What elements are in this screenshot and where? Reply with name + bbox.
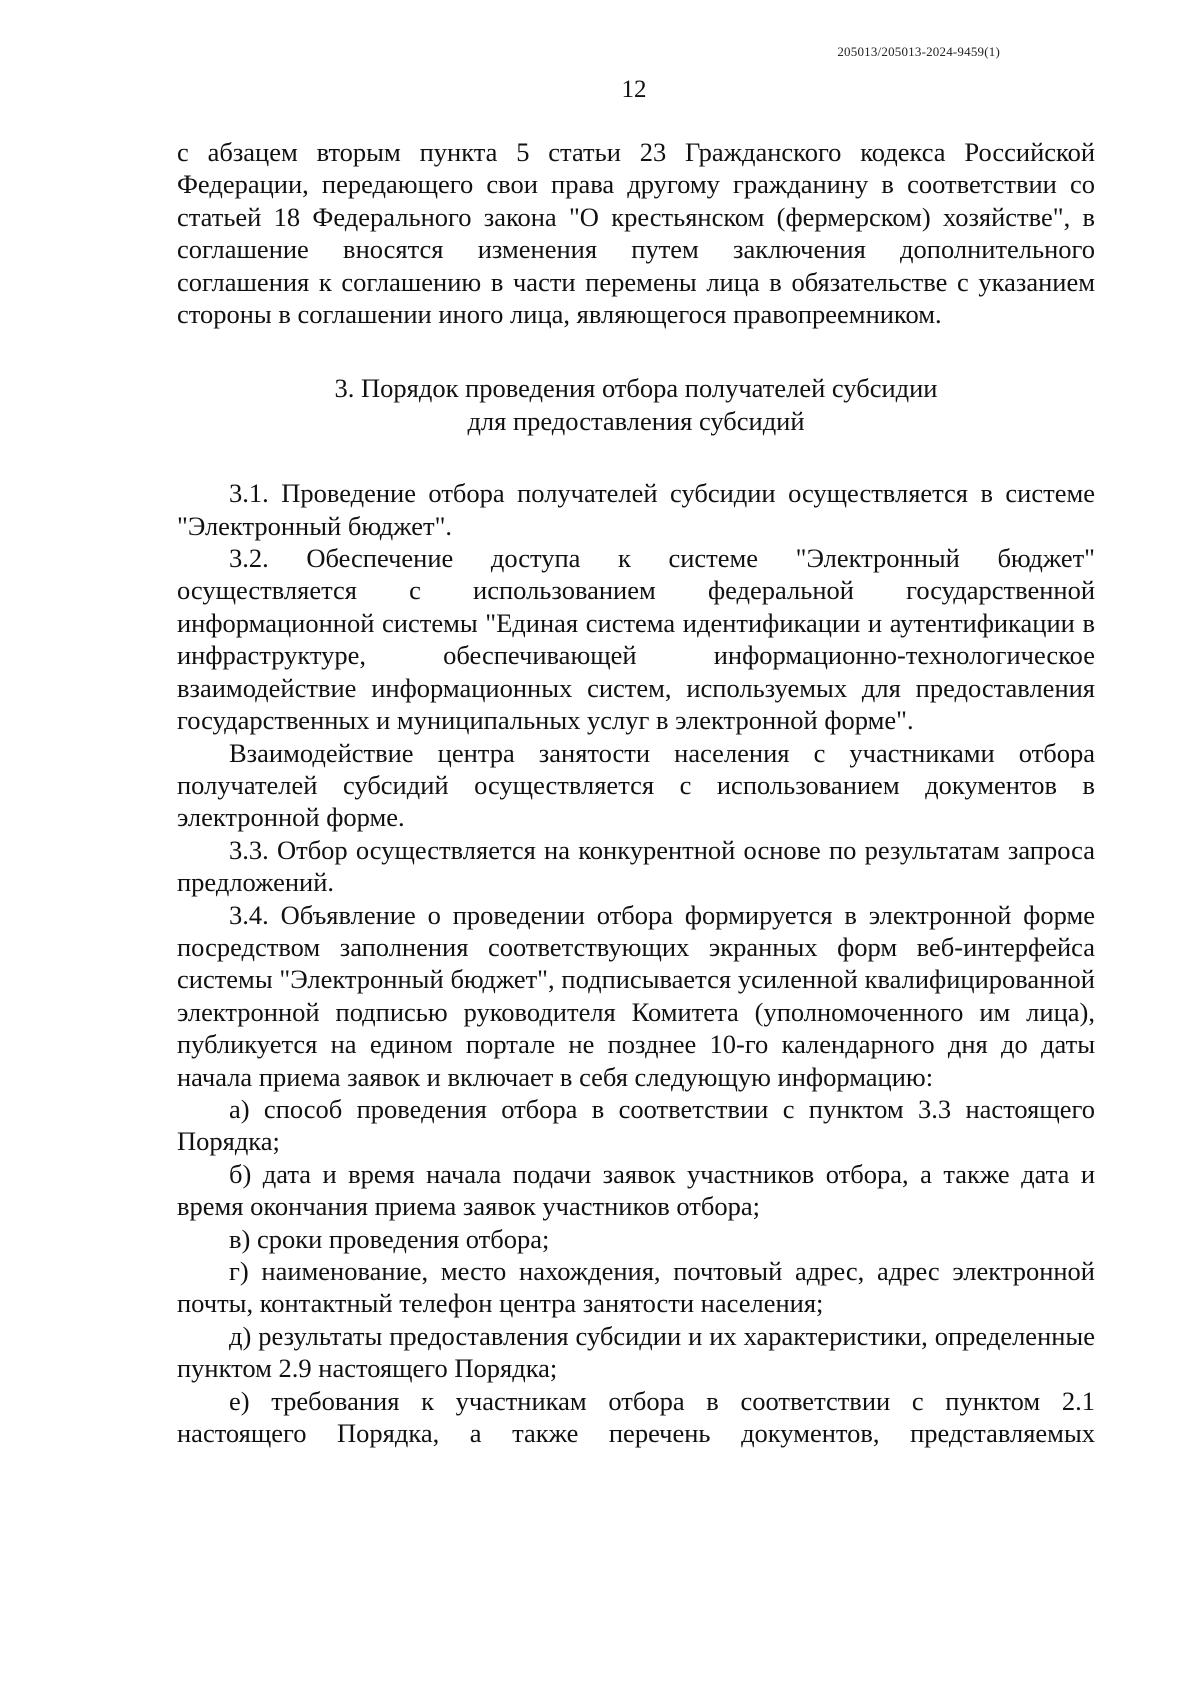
section-heading — [177, 372, 1095, 437]
paragraph-continuation: с абзацем вторым пункта 5 статьи 23 Гражданского кодекса Российской Федерации, передающего свои права другому гражданину в соответствии со статьей 18 Федерального закона "О крестьянском (фермерском) хозяйстве", в соглашение вносятся изменения путем заключения дополнительного соглашения к соглашению в части перемены лица в обязательстве с указанием стороны в соглашении иного лица, являющегося правопреемником. — [177, 137, 1095, 330]
paragraph-3-3: 3.3. Отбор осуществляется на конкурентной основе по результатам запроса предложений. — [177, 834, 1095, 898]
list-item-e: е) требования к участникам отбора в соответствии с пунктом 2.1 настоящего Порядка, а также перечень документов, представляемых — [177, 1385, 1095, 1449]
list-item-b: б) дата и время начала подачи заявок участников отбора, а также дата и время окончания приема заявок участников отбора; — [177, 1158, 1095, 1222]
paragraph-3-4: 3.4. Объявление о проведении отбора формируется в электронной форме посредством заполнения соответствующих экранных форм веб-интерфейса системы "Электронный бюджет", подписывается усиленной квалифицированной электронной подписью руководителя Комитета (уполномоченного им лица), публикуется на едином портале не позднее 10-го календарного дня до даты начала приема заявок и включает в себя следующую информацию: — [177, 899, 1095, 1092]
paragraph-3-2: 3.2. Обеспечение доступа к системе "Электронный бюджет" осуществляется с использованием федеральной государственной информационной системы "Единая система идентификации и аутентификации в инфраструктуре, обеспечивающей информационно-технологическое взаимодействие информационных систем, используемых для предоставления государственных и муниципальных услуг в электронной форме". — [177, 543, 1095, 736]
document-body — [177, 136, 1095, 1449]
list-item-g: г) наименование, место нахождения, почтовый адрес, адрес электронной почты, контактный телефон центра занятости населения; — [177, 1256, 1095, 1319]
document-id: 205013/205013-2024-9459(1) — [837, 44, 1000, 59]
list-item-d: д) результаты предоставления субсидии и их характеристики, определенные пунктом 2.9 настоящего Порядка; — [177, 1320, 1095, 1384]
section-heading-line-1: 3. Порядок проведения отбора получателей субсидии — [334, 373, 938, 404]
paragraph-interaction: Взаимодействие центра занятости населения с участниками отбора получателей субсидий осуществляется с использованием документов в электронной форме. — [177, 737, 1095, 833]
list-item-v: в) сроки проведения отбора; — [229, 1223, 550, 1254]
list-item-a: а) способ проведения отбора в соответствии с пунктом 3.3 настоящего Порядка; — [177, 1093, 1095, 1157]
section-heading-line-2: для предоставления субсидий — [467, 405, 805, 436]
paragraph-3-1: 3.1. Проведение отбора получателей субсидии осуществляется в системе "Электронный бюджет". — [177, 478, 1095, 541]
page-number: 12 — [621, 76, 647, 103]
